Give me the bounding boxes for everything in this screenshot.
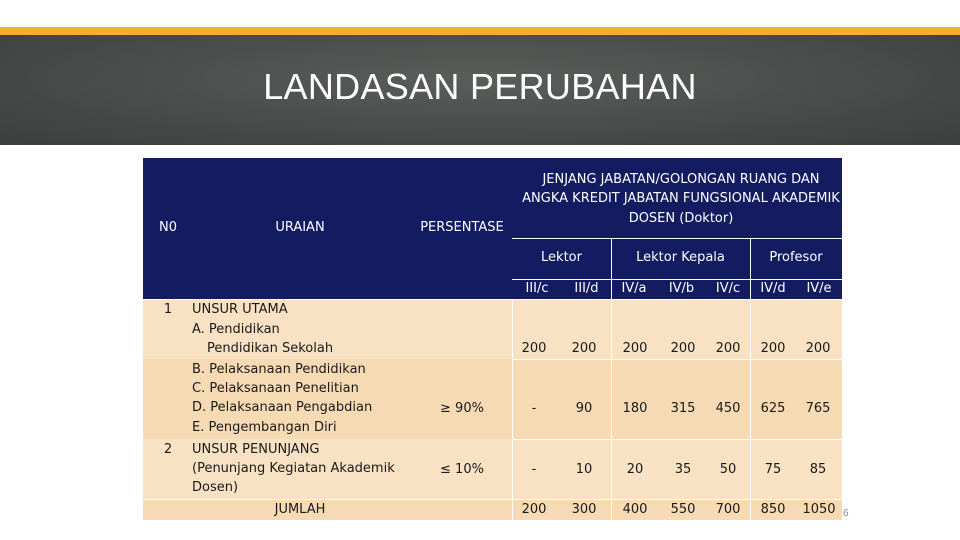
value-cell: 35 xyxy=(674,461,692,477)
value-cell: 200 xyxy=(760,340,786,356)
slide-title: LANDASAN PERUBAHAN xyxy=(263,66,697,107)
page-number: 6 xyxy=(843,508,849,519)
total-cell: 200 xyxy=(521,501,547,517)
uraian-unsur-penunjang: UNSUR PENUNJANG xyxy=(192,441,320,457)
divider-line xyxy=(512,439,842,440)
value-cell: 450 xyxy=(715,400,741,416)
value-cell: 180 xyxy=(622,400,648,416)
value-cell: - xyxy=(531,461,537,477)
total-cell: 400 xyxy=(622,501,648,517)
uraian-jumlah: JUMLAH xyxy=(274,501,326,517)
total-cell: 1050 xyxy=(802,501,836,517)
value-cell: 200 xyxy=(670,340,696,356)
header-grade: III/d xyxy=(574,280,599,296)
uraian-unsur-utama: UNSUR UTAMA xyxy=(192,301,288,317)
uraian-dosen: Dosen) xyxy=(192,479,239,495)
header-persentase: PERSENTASE xyxy=(420,220,504,236)
header-group-lektor-kepala: Lektor Kepala xyxy=(636,250,725,266)
value-cell: 90 xyxy=(575,400,593,416)
value-cell: 625 xyxy=(760,400,786,416)
header-jenjang: JENJANG JABATAN/GOLONGAN RUANG DAN ANGKA KREDIT JABATAN FUNGSIONAL AKADEMIK DOSEN (Doktor) xyxy=(522,171,840,226)
accent-bar xyxy=(0,27,960,35)
header-no: N0 xyxy=(159,220,177,236)
persentase-penunjang: ≤ 10% xyxy=(440,461,484,477)
value-cell: 75 xyxy=(764,461,782,477)
header-grade: III/c xyxy=(525,280,549,296)
total-cell: 300 xyxy=(571,501,597,517)
value-cell: 200 xyxy=(805,340,831,356)
value-cell: 315 xyxy=(670,400,696,416)
header-grade: IV/c xyxy=(715,280,741,296)
total-cell: 850 xyxy=(760,501,786,517)
header-grade: IV/a xyxy=(621,280,647,296)
row-number-1: 1 xyxy=(163,301,173,317)
value-cell: 85 xyxy=(809,461,827,477)
uraian-pelaksanaan-penelitian: C. Pelaksanaan Penelitian xyxy=(192,380,359,396)
divider-line xyxy=(512,359,842,360)
header-grade: IV/e xyxy=(806,280,832,296)
value-cell: 200 xyxy=(622,340,648,356)
header-grade: IV/b xyxy=(668,280,695,296)
header-uraian: URAIAN xyxy=(275,220,325,236)
value-cell: 10 xyxy=(575,461,593,477)
value-cell: 200 xyxy=(521,340,547,356)
header-group-lektor: Lektor xyxy=(541,250,582,266)
uraian-pelaksanaan-pendidikan: B. Pelaksanaan Pendidikan xyxy=(192,361,366,377)
uraian-pendidikan: A. Pendidikan xyxy=(192,321,280,337)
total-cell: 550 xyxy=(670,501,696,517)
value-cell: - xyxy=(531,400,537,416)
uraian-pendidikan-sekolah: Pendidikan Sekolah xyxy=(207,340,334,356)
row-number-2: 2 xyxy=(163,441,173,457)
header-group-profesor: Profesor xyxy=(769,250,823,266)
uraian-pelaksanaan-pengabdian: D. Pelaksanaan Pengabdian xyxy=(192,399,373,415)
header-grade: IV/d xyxy=(760,280,786,296)
total-cell: 700 xyxy=(715,501,741,517)
persentase-utama: ≥ 90% xyxy=(440,400,484,416)
value-cell: 20 xyxy=(626,461,644,477)
uraian-pengembangan-diri: E. Pengembangan Diri xyxy=(192,419,337,435)
uraian-penunjang-kegiatan: (Penunjang Kegiatan Akademik xyxy=(192,460,395,476)
value-cell: 200 xyxy=(571,340,597,356)
value-cell: 765 xyxy=(805,400,831,416)
value-cell: 50 xyxy=(719,461,737,477)
value-cell: 200 xyxy=(715,340,741,356)
